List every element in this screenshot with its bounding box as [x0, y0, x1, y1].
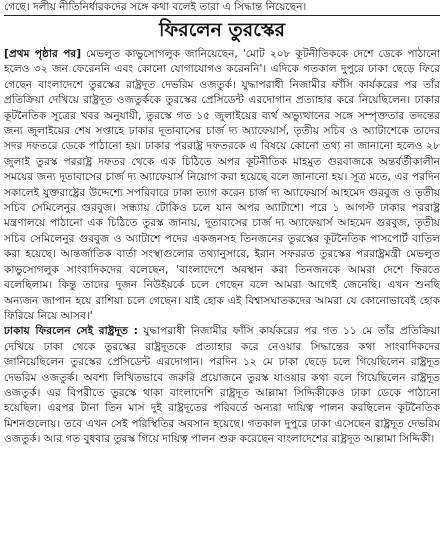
section-subhead: ঢাকায় ফিরলেন সেই রাষ্ট্রদূত :	[4, 325, 138, 338]
continuation-label: [প্রথম পৃষ্ঠার পর]	[4, 48, 82, 60]
article-body	[4, 47, 440, 535]
column-divider	[4, 15, 440, 16]
paragraph-text: যুদ্ধাপরাধী নিজামীর ফাঁসি কার্যকরের পর গত ১১ মে তাঁর প্রতিক্রিয়া দেখিয়ে ঢাকা থেকে তুরস্কের রাষ্ট্রদূতকে প্রত্যাহার করে নেওয়ার সিদ্ধান্তের কথা সাংবাদিকদের জানিয়েছিলেন তুরস্কের প্রেসিডেন্ট এরদোগান। পরদিন ১২ মে ঢাকা ছেড়ে চলে গিয়েছিলেন রাষ্ট্রদূত দেভরিম ওজতুর্ক। অবশ্য লিখিতভাবে জরুরি প্রয়োজনে তুরস্ক যাওয়ার কথা বলে গিয়েছিলেন রাষ্ট্রদূত ওজতুর্ক। এর বিপরীতে তুরস্কে থাকা বাংলাদেশি রাষ্ট্রদূত আল্লামা সিদ্দিকীকেও ঢাকা ডেকে পাঠানো হয়েছিল। এরপর টানা তিন মাস দুই রাষ্ট্রদূতের পরিবর্তে অন্যরা দায়িত্ব পালন করছিলেন কূটনৈতিক মিশনগুলোয়। তবে এখন সেই পরিস্থিতির অবসান হয়েছে। গতকাল দুপুরে ঢাকা এসেছেন রাষ্ট্রদূত দেভরিম ওজতুর্ক। আর গত বুধবার তুরস্ক গিয়ে দায়িত্ব পালন শুরু করেছেন বাংলাদেশের রাষ্ট্রদূত আল্লামা সিদ্দিকী।	[4, 325, 440, 446]
paragraph-text: মেভলুত কাভুসোগলুক জানিয়েছেন, 'মোট ২০৮ কূটনীতিককে দেশে ডেকে পাঠানো হলেও ৩২ জন ফেরেননি এবং কোনো যোগাযোগও করেননি'। এদিকে গতকাল দুপুরে ঢাকা ছেড়ে ফিরে গেছেন বাংলাদেশে তুরস্কের রাষ্ট্রদূত দেভরিম ওজতুর্ক। যুদ্ধাপরাধী নিজামীর ফাঁসি কার্যকরের পর তাঁর প্রতিক্রিয়া দেখিয়ে রাষ্ট্রদূত ওজতুর্ককে তুরস্কের প্রেসিডেন্ট এরদোগান প্রত্যাহার করে নিয়েছিলেন। ঢাকার কূটনৈতিক সূত্রের খবর অনুযায়ী, তুরস্কে গত ১৫ জুলাইয়ের ব্যর্থ অভ্যুত্থানের সঙ্গে সম্পৃক্ততার তদন্তের জন্য জুলাইয়ের শেষ সপ্তাহে ঢাকার দূতাবাসের চার্জ দ্য অ্যাফেয়ার্স, তৃতীয় সচিব ও অ্যাটাশেকে তাদের সদর দফতরে ডেকে পাঠানো হয়। ঢাকার পররাষ্ট্র দফতরকে এ বিষয়ে কোনো তথ্য না জানানো হলেও ২৮ জুলাই তুরস্ক পররাষ্ট্র দফতর থেকে এক চিঠিতে অপর কূটনীতিক মাহমুত গুরবাজকে অন্তর্বর্তীকালীন সময়ের জন্য দূতাবাসের চার্জ দ্য অ্যাফেয়ার্স নিয়োগ করা হয়েছে বলে জানানো হয়। সূত্র মতে, এর পরদিন সকালেই যুক্তরাষ্ট্রের উদ্দেশ্যে সপরিবারে ঢাকা ত্যাগ করেন চার্জ দ্য অ্যাফেয়ার্স আহমেদ গুরবুজ ও তৃতীয় সচিব সেমিলেনুর গুরবুজ। সন্ধ্যায় টোকিও চলে যান অপর অ্যাটাশে। পরে ১ আগস্ট ঢাকার পররাষ্ট্র মন্ত্রণালয়ে পাঠানো এক চিঠিতে তুরস্ক জানায়, দূতাবাসের চার্জ দ্য অ্যাফেয়ার্স আহমেদ গুরবুজ, তৃতীয় সচিব সেমিলেনুর গুরবুজ ও অ্যাটাশে পদের একজনসহ তিনজনের তুরস্কের কূটনৈতিক পাসপোর্ট বাতিল করা হয়েছে। আন্তর্জাতিক বার্তা সংস্থাগুলোর তথ্যানুসারে, ইরান সফররত তুরস্কের পররাষ্ট্রমন্ত্রী মেভলুত কাভুসোগলুক সাংবাদিকদের বলেছেন, 'বাংলাদেশে অবস্থান করা তিনজনকে আমরা দেশে ফিরতে বলেছিলাম। কিন্তু তাদের দুজন নিউইয়র্কে চলে গেছেন বলে আমরা আগেই জেনেছি। এখন শুনছি অন্যজন জাপান হয়ে রাশিয়া চলে গেছেন। যাই হোক এই বিশ্বাসঘাতকদের আমরা যে কোনোভাবেই হোক ফিরিয়ে নিয়ে আসব।'	[4, 48, 440, 322]
article-paragraph	[4, 47, 440, 324]
previous-article-last-line: গেছে। দলীয় নীতিনির্ধারকদের সঙ্গে কথা বলেই তারা এ সিদ্ধান্ত নিয়েছেন।	[4, 1, 307, 13]
article-paragraph	[4, 324, 440, 447]
article-headline: ফিরলেন তুরস্কের	[158, 19, 285, 41]
